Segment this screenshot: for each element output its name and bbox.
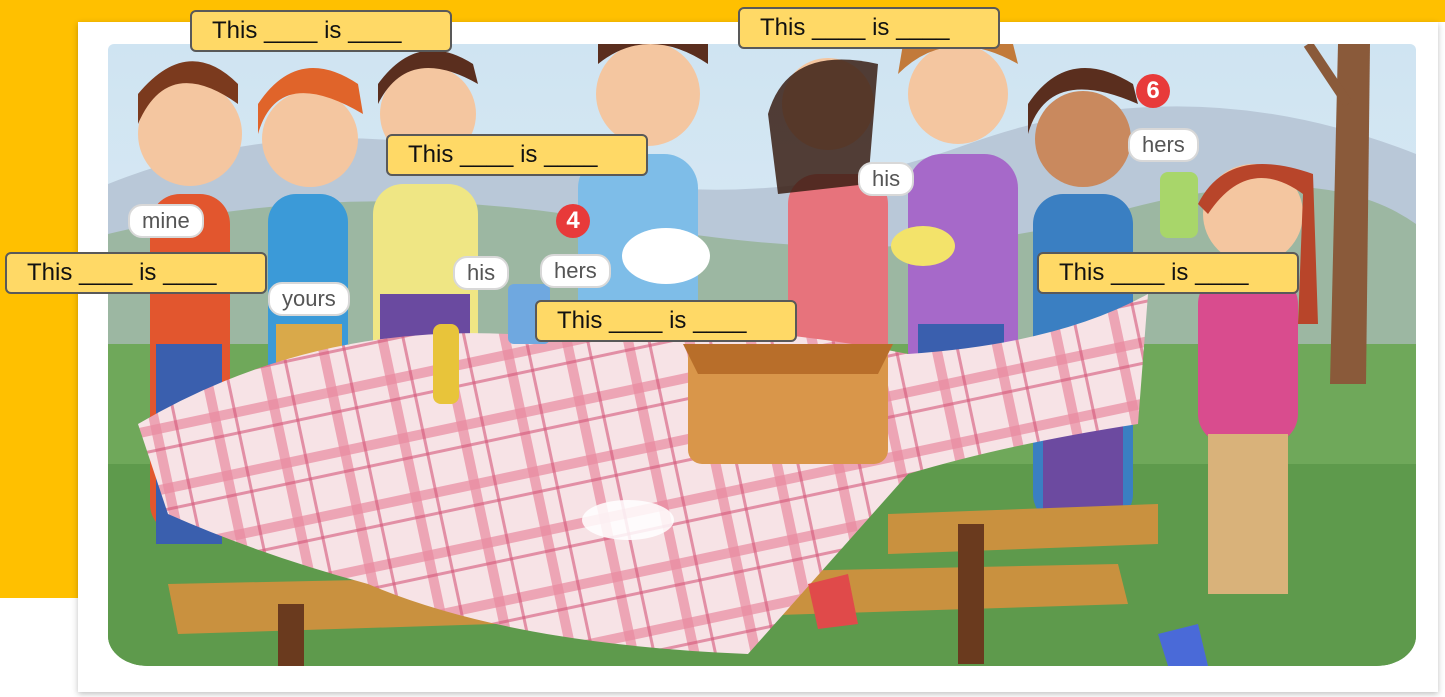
- picnic-illustration: [108, 44, 1416, 666]
- kid-7: [1028, 68, 1138, 524]
- picnic-scene: [108, 44, 1416, 666]
- number-badge-6: 6: [1136, 74, 1170, 108]
- sentence-prompt-6[interactable]: This ____ is ____: [535, 300, 797, 342]
- sentence-prompt-2[interactable]: This ____ is ____: [738, 7, 1000, 49]
- number-badge-4: 4: [556, 204, 590, 238]
- sentence-prompt-4[interactable]: This ____ is ____: [5, 252, 267, 294]
- left-yellow-panel: [0, 0, 78, 598]
- word-bubble-his-1: his: [453, 256, 509, 290]
- word-bubble-his-2: his: [858, 162, 914, 196]
- word-bubble-mine: mine: [128, 204, 204, 238]
- sentence-prompt-5[interactable]: This ____ is ____: [1037, 252, 1299, 294]
- sentence-prompt-1[interactable]: This ____ is ____: [190, 10, 452, 52]
- sentence-prompt-3[interactable]: This ____ is ____: [386, 134, 648, 176]
- word-bubble-yours: yours: [268, 282, 350, 316]
- word-bubble-hers-1: hers: [540, 254, 611, 288]
- word-bubble-hers-2: hers: [1128, 128, 1199, 162]
- kid-6: [898, 44, 1018, 394]
